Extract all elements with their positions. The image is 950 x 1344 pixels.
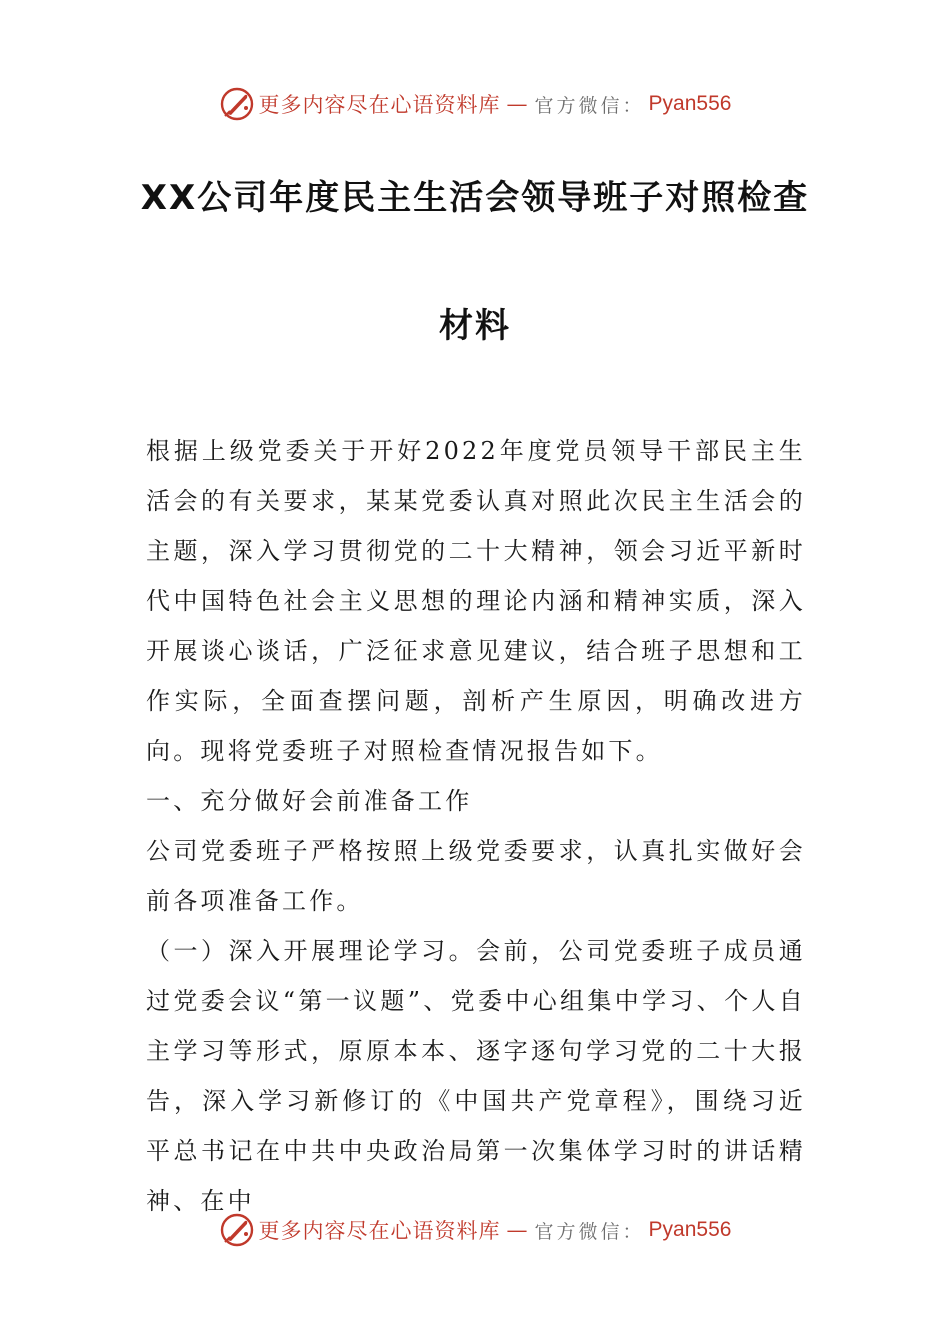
- document-title-line2: 材料: [439, 306, 511, 346]
- watermark-separator: —: [506, 92, 529, 116]
- document-title-line1: XX公司年度民主生活会领导班子对照检查: [140, 178, 810, 218]
- paragraph-intro: 根据上级党委关于开好2022年度党员领导干部民主生活会的有关要求，某某党委认真对照此次民主生活会的主题，深入学习贯彻党的二十大精神，领会习近平新时代中国特色社会主义思想的理论内涵和精神实质，深入开展谈心谈话，广泛征求意见建议，结合班子思想和工作实际，全面查摆问题，剖析产生原因，明确改进方向。现将党委班子对照检查情况报告如下。: [146, 437, 806, 765]
- watermark-banner-top: [0, 84, 950, 124]
- document-body: [146, 426, 806, 1226]
- section-heading-1: 一、充分做好会前准备工作: [146, 787, 473, 815]
- quill-logo-icon: [219, 86, 255, 122]
- watermark-wechat-id: Pyan556: [648, 1218, 732, 1241]
- paragraph-section-1: 公司党委班子严格按照上级党委要求，认真扎实做好会前各项准备工作。: [146, 837, 806, 915]
- paragraph-subsection-1: （一）深入开展理论学习。会前，公司党委班子成员通过党委会议“第一议题”、党委中心组集中学习、个人自主学习等形式，原原本本、逐字逐句学习党的二十大报告，深入学习新修订的《中国共产党章程》，围绕习近平总书记在中共中央政治局第一次集体学习时的讲话精神、在中: [146, 937, 806, 1215]
- watermark-label: 官方微信：: [534, 1220, 645, 1243]
- watermark-banner-bottom: [0, 1210, 950, 1250]
- watermark-separator: —: [506, 1218, 529, 1242]
- watermark-text: 更多内容尽在心语资料库: [258, 1219, 501, 1243]
- quill-logo-icon: [219, 1212, 255, 1248]
- watermark-label: 官方微信：: [534, 94, 645, 117]
- watermark-wechat-id: Pyan556: [648, 92, 732, 115]
- watermark-text: 更多内容尽在心语资料库: [258, 93, 501, 117]
